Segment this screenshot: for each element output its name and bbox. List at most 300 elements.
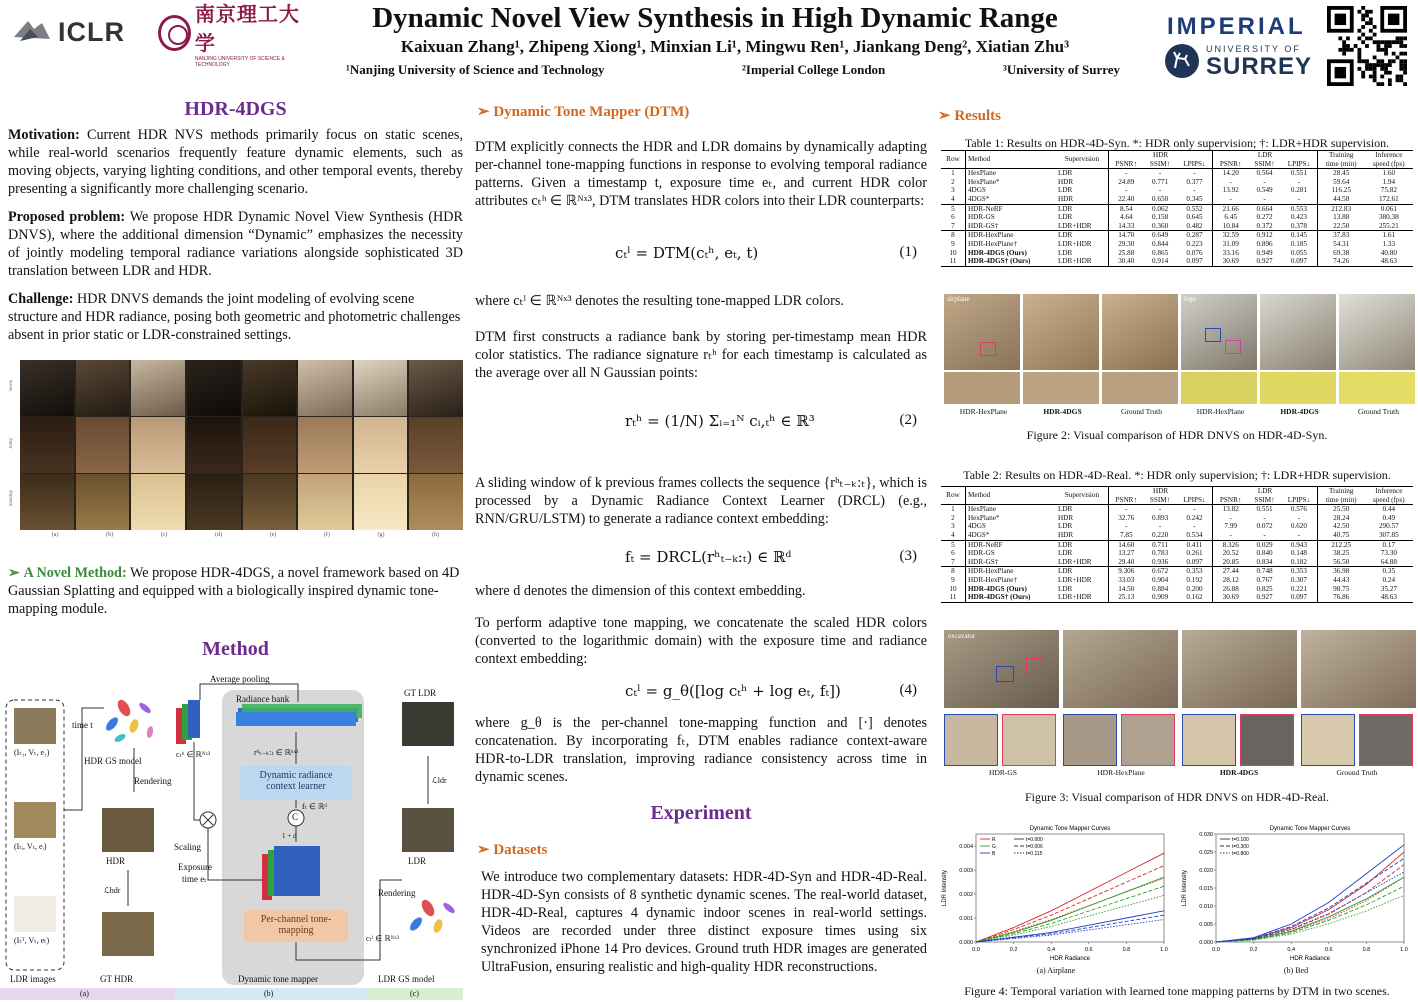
surrey-name: SURREY — [1206, 53, 1313, 80]
table-cell: 8 — [941, 231, 965, 240]
equation-4-body: cₜˡ = g_θ([log cₜʰ + log eₜ, fₜ]) — [625, 682, 841, 700]
table-cell: HDR — [1056, 195, 1108, 204]
y-tick-label: 0.010 — [1199, 904, 1213, 910]
table-cell: 0.24 — [1382, 575, 1396, 584]
table-cell: - — [1144, 169, 1177, 178]
table-cell: 0.223 — [1177, 240, 1213, 249]
table-cell: HDR-4DGS† (Ours) — [965, 257, 1056, 266]
figure2-images — [944, 294, 1415, 404]
table-cell: 0.534 — [1177, 531, 1213, 540]
table-cell: 33.16 — [1222, 248, 1239, 257]
qr-code-icon[interactable] — [1327, 6, 1407, 86]
table-cell: 0.834 — [1256, 557, 1273, 566]
table-cell: - — [1281, 178, 1317, 187]
table-cell: 0.272 — [1256, 213, 1273, 222]
table-cell: 74.26 — [1317, 257, 1364, 266]
th2-hdr-psnr: PSNR↑ — [1115, 495, 1138, 504]
table-cell: 32.59 — [1213, 231, 1248, 240]
time-t-label: time t — [72, 720, 93, 730]
teaser-figure — [8, 360, 463, 530]
table-cell: HDR-NeRF — [965, 540, 1056, 549]
teaser-row-label-jump: Jump — [9, 438, 14, 449]
poster-title: Dynamic Novel View Synthesis in High Dynamic Range — [372, 2, 1058, 34]
y-tick-label: 0.015 — [1199, 886, 1213, 892]
table-cell: 29.30 — [1118, 239, 1135, 248]
table-cell: 69.38 — [1333, 248, 1350, 257]
th-supervision: Supervision — [1056, 151, 1108, 169]
table-cell: 9 — [941, 240, 965, 249]
results-heading-text: Results — [954, 108, 1001, 124]
table-cell: HDR-GS† — [967, 557, 999, 566]
teaser-label-a: (a) — [51, 532, 59, 538]
table-cell: 0.649 — [1144, 231, 1177, 240]
table-cell: HDR-4DGS (Ours) — [967, 248, 1027, 257]
teaser-label-d: (d) — [214, 532, 222, 538]
table-cell: 0.771 — [1152, 177, 1169, 186]
y-axis-label: LDR Intensity — [1182, 869, 1188, 907]
series-line-b — [976, 911, 1164, 942]
table-cell: 25.88 — [1118, 248, 1135, 257]
th-hdr: HDR — [1108, 151, 1212, 160]
th2-inference: Inference — [1365, 487, 1413, 496]
table-cell: 0.927 — [1248, 593, 1281, 602]
hdr-gs-model-label: HDR GS model — [84, 756, 142, 766]
table-cell: 0.564 — [1248, 169, 1281, 178]
table-cell: 56.50 — [1333, 557, 1350, 566]
table-cell: 40.75 — [1333, 530, 1350, 539]
table-cell: 73.30 — [1380, 549, 1397, 558]
table-cell: 30.69 — [1213, 593, 1248, 602]
problem-label: Proposed problem: — [8, 209, 126, 225]
scaling-label: Scaling — [174, 842, 201, 852]
table-cell: 8 — [941, 567, 965, 576]
l-ldr-label: ℒldr — [432, 776, 447, 785]
motivation-label: Motivation: — [8, 127, 80, 143]
table-cell: HDR-HexPlane† — [967, 575, 1018, 584]
challenge-text: HDR DNVS demands the joint modeling of evolving scene structure and HDR radiance, posing both geometric and photometric challenges absent in prior static or LDR-constrained settings. — [8, 291, 461, 343]
table-cell: 25.13 — [1108, 593, 1143, 602]
table-cell: 44.43 — [1333, 575, 1350, 584]
y-tick-label: 0.030 — [1199, 832, 1213, 838]
table-cell: LDR+HDR — [1056, 222, 1108, 231]
th-hdr-ssim: SSIM↑ — [1149, 159, 1171, 168]
y-axis-label: LDR Intensity — [942, 869, 948, 907]
table-cell: 255.21 — [1378, 221, 1399, 230]
table-cell: 0.35 — [1365, 567, 1413, 576]
equation-1-body: cₜˡ = DTM(cₜʰ, eₜ, t) — [615, 244, 759, 262]
table-row — [941, 549, 1413, 558]
table-cell: 0.423 — [1281, 213, 1317, 222]
table-cell: LDR+HDR — [1056, 558, 1108, 567]
equation-2 — [475, 412, 927, 442]
table2-wrapper — [941, 486, 1413, 603]
table-cell: 14.50 — [1118, 584, 1135, 593]
table-row — [941, 169, 1413, 178]
f-t-label: fₜ ∈ ℝᵈ — [302, 802, 327, 811]
table-cell: 28.24 — [1333, 513, 1350, 522]
chart-title: Dynamic Tone Mapper Curves — [1269, 826, 1351, 832]
embedding-dimension-paragraph: where d denotes the dimension of this context embedding. — [475, 583, 806, 599]
table-cell: LDR — [1056, 567, 1108, 576]
y-tick-label: 0.025 — [1199, 850, 1213, 856]
iclr-text: ICLR — [58, 16, 125, 47]
problem-paragraph — [8, 208, 463, 280]
table-cell: 2 — [941, 178, 965, 187]
table-cell: - — [1125, 522, 1128, 531]
table-cell: HDR-HexPlane† — [967, 239, 1018, 248]
table-cell: - — [1177, 186, 1213, 195]
table-cell: 0.097 — [1177, 257, 1213, 266]
table-cell: 380.38 — [1378, 213, 1399, 222]
table-row — [941, 178, 1413, 187]
table-cell: 0.549 — [1256, 186, 1273, 195]
rendering-label-1: Rendering — [134, 776, 172, 786]
teaser-label-f: (f) — [323, 532, 330, 538]
figure3-images — [944, 630, 1416, 766]
table-cell: 0.904 — [1152, 575, 1169, 584]
panel-a-label: (a) — [80, 989, 89, 998]
njust-name-en: NANJING UNIVERSITY OF SCIENCE & TECHNOLOGY — [194, 56, 285, 68]
drcl-label: Dynamic radiance context learner — [259, 770, 333, 792]
table-cell: 0.783 — [1152, 549, 1169, 558]
r-window-label: rʰₜ₋ₖ:ₜ ∈ ℝᵏˣ³ — [254, 748, 299, 757]
table-cell: 4DGS* — [967, 530, 990, 539]
table-cell: 14.70 — [1108, 231, 1143, 240]
teaser-label-c: (c) — [160, 532, 168, 538]
table-cell: 1.61 — [1365, 231, 1413, 240]
surrey-university-of: UNIVERSITY OF — [1206, 44, 1301, 54]
y-tick-label: 0.000 — [1199, 940, 1213, 946]
x-tick-label: 0.6 — [1324, 947, 1333, 953]
equation-3-body: fₜ = DRCL(rʰₜ₋ₖ:ₜ) ∈ ℝᵈ — [625, 548, 792, 566]
results-heading — [938, 106, 1001, 125]
table-cell: 10.84 — [1222, 221, 1239, 230]
iclr-logo — [12, 14, 140, 50]
affiliation-3: ³University of Surrey — [1003, 62, 1121, 77]
table-cell: 0.825 — [1256, 584, 1273, 593]
table-cell: 0.551 — [1281, 169, 1317, 178]
table-cell: 26.88 — [1222, 584, 1239, 593]
challenge-label: Challenge: — [8, 291, 74, 307]
table-cell: HDR — [1056, 178, 1108, 187]
table-cell: 0.261 — [1177, 549, 1213, 558]
table-cell: HDR-GS† — [967, 221, 999, 230]
fig2-label-2: HDR-4DGS — [1043, 407, 1082, 416]
table-cell: - — [1125, 186, 1128, 195]
exposure-time-label: time eₜ — [182, 874, 207, 884]
th2-hdr-ssim: SSIM↑ — [1149, 495, 1171, 504]
table-cell: 0.097 — [1177, 558, 1213, 567]
teaser-row-standup — [20, 474, 463, 530]
table-cell: 8.54 — [1108, 204, 1143, 213]
table-cell: 14.33 — [1118, 221, 1135, 230]
tone-function-paragraph: where g_θ is the per-channel tone-mapping function and [·] denotes concatenation. By incorporating fₜ, DTM enables radiance context-aware HDR-to-LDR translation, improving radiance consistency across time in dynamic scenes. — [475, 715, 927, 785]
table-row — [941, 204, 1413, 213]
th2-training-unit: time (min) — [1325, 495, 1357, 504]
fig3-label-3: HDR-4DGS — [1219, 768, 1259, 777]
novel-method-text: We propose HDR-4DGS, a novel framework based on 4D Gaussian Splatting and equipped with a biologically inspired dynamic tone-mapping module. — [8, 565, 460, 617]
table-cell: 0.943 — [1281, 540, 1317, 549]
table-cell: LDR+HDR — [1056, 257, 1108, 266]
panel-c-label: (c) — [410, 989, 419, 998]
table-cell: 0.896 — [1256, 239, 1273, 248]
surrey-logo — [1165, 44, 1315, 80]
iclr-mark-icon — [12, 17, 52, 47]
table-cell: - — [1229, 194, 1232, 203]
table-cell: 30.69 — [1213, 257, 1248, 266]
th2-ldr-psnr: PSNR↑ — [1219, 495, 1242, 504]
equation-2-number: (2) — [899, 412, 917, 428]
table-cell: LDR — [1056, 169, 1108, 178]
imperial-logo: IMPERIAL — [1167, 13, 1306, 40]
dtm-heading-text: Dynamic Tone Mapper (DTM) — [493, 104, 690, 120]
fig3-label-1: HDR-GS — [989, 768, 1017, 777]
table-cell: - — [1281, 514, 1317, 523]
table-cell: 13.92 — [1222, 186, 1239, 195]
table-cell: 0.620 — [1281, 522, 1317, 531]
table-cell: 0.097 — [1281, 593, 1317, 602]
table-cell: 0.411 — [1177, 540, 1213, 549]
table-cell: 64.88 — [1380, 557, 1397, 566]
table-cell: HDR-GS — [967, 213, 995, 222]
table-cell: LDR — [1056, 505, 1108, 514]
legend-label: t=0.800 — [1232, 851, 1249, 857]
table-cell: 22.40 — [1118, 194, 1135, 203]
table-cell: 30.40 — [1108, 257, 1143, 266]
tone-curve-chart-bed — [1178, 820, 1414, 978]
ldr-label: LDR — [408, 856, 426, 866]
x-tick-label: 0.4 — [1287, 947, 1296, 953]
table-cell: HDR-4DGS (Ours) — [967, 584, 1027, 593]
table-cell: 0.192 — [1177, 576, 1213, 585]
teaser-row-jump — [20, 417, 463, 473]
one-plus-d-label: 1 + d — [282, 832, 297, 840]
table-row — [941, 558, 1413, 567]
table-cell: 7.85 — [1119, 530, 1133, 539]
th2-hdr-lpips: LPIPS↓ — [1177, 496, 1213, 505]
table-cell: - — [1108, 505, 1143, 514]
table-cell: HexPlane* — [967, 513, 1000, 522]
method-diagram — [0, 580, 463, 1000]
th2-method: Method — [965, 487, 1056, 505]
x-axis-label: HDR Radiance — [1289, 956, 1331, 962]
dtm-output-paragraph: where cₜˡ ∈ ℝᴺˣ³ denotes the resulting tone-mapped LDR colors. — [475, 293, 844, 309]
table-cell: 13.27 — [1118, 549, 1135, 558]
table-row — [941, 514, 1413, 523]
table-cell: 21.66 — [1213, 204, 1248, 213]
th2-supervision: Supervision — [1056, 487, 1108, 505]
tone-mapping-label: Per-channel tone-mapping — [260, 914, 332, 936]
table-cell: 0.360 — [1152, 221, 1169, 230]
table-cell: 0.748 — [1248, 567, 1281, 576]
experiment-heading: Experiment — [650, 802, 752, 824]
table-cell: 76.86 — [1317, 593, 1364, 602]
th-ldr-lpips: LPIPS↓ — [1281, 160, 1317, 169]
table-cell: 22.50 — [1333, 221, 1350, 230]
results-table-syn — [941, 150, 1413, 267]
table-cell: 5 — [941, 204, 965, 213]
sliding-window-paragraph: A sliding window of k previous frames collects the sequence {rʰₜ₋ₖ:ₜ}, which is processed by a Dynamic Radiance Context Learner (DRCL) (e.g., RNN/GRU/LSTM) to generate a radiance context embedding: — [475, 475, 927, 527]
legend-label: t=0.100 — [1232, 837, 1249, 843]
table-cell: 11 — [941, 593, 965, 602]
th-method: Method — [965, 151, 1056, 169]
table-row — [941, 240, 1413, 249]
series-line-r — [1216, 877, 1404, 942]
th-inference: Inference — [1365, 151, 1413, 160]
figure3-caption: Figure 3: Visual comparison of HDR DNVS on HDR-4D-Real. — [1024, 790, 1330, 804]
th-row: Row — [941, 151, 965, 169]
th-ldr-ssim: SSIM↑ — [1254, 159, 1275, 168]
table-cell: 0.029 — [1248, 540, 1281, 549]
table-cell: 0.353 — [1281, 567, 1317, 576]
series-line-b — [1216, 858, 1404, 942]
dtm-intro-paragraph: DTM explicitly connects the HDR and LDR domains by dynamically adapting per-channel tone-mapping functions in response to evolving temporal radiance patterns. Given a timestamp t, exposure time eₜ, and current HDR color attributes cₜʰ ∈ ℝᴺˣ³, DTM translates HDR colors into their LDR counterparts: — [475, 139, 927, 209]
table-cell: 0.645 — [1177, 213, 1213, 222]
hdr4dgs-heading: HDR-4DGS — [184, 98, 287, 120]
table-cell: 54.31 — [1333, 239, 1350, 248]
table-cell: 0.49 — [1382, 513, 1396, 522]
table-row — [941, 505, 1413, 514]
y-tick-label: 0.001 — [959, 916, 973, 922]
rendering-label-2: Rendering — [378, 888, 416, 898]
table-cell: 0.062 — [1144, 204, 1177, 213]
teaser-column-labels — [8, 532, 463, 538]
x-tick-label: 0.8 — [1362, 947, 1371, 953]
table-cell: 28.45 — [1317, 169, 1364, 178]
equation-2-body: rₜʰ = (1/N) Σᵢ₌₁ᴺ cᵢ,ₜʰ ∈ ℝ³ — [625, 412, 815, 430]
table-cell: 0.307 — [1281, 576, 1317, 585]
table-cell: 1.60 — [1365, 169, 1413, 178]
surrey-stag-icon — [1165, 44, 1199, 78]
table-cell: 0.148 — [1281, 549, 1317, 558]
table-cell: 75.82 — [1380, 186, 1397, 195]
table-cell: 4 — [941, 195, 965, 204]
table-cell: 27.44 — [1213, 567, 1248, 576]
table-cell: 0.353 — [1177, 567, 1213, 576]
series-line-g — [1216, 877, 1404, 942]
table-cell: - — [1158, 186, 1162, 195]
table-cell: 6 — [941, 549, 965, 558]
avg-pooling-label: Average pooling — [210, 674, 270, 684]
table-cell: 20.85 — [1222, 557, 1239, 566]
table-cell: HexPlane* — [967, 177, 1000, 186]
table-cell: 44.58 — [1333, 194, 1350, 203]
figure3-labels — [944, 768, 1416, 777]
table-cell: 0.949 — [1256, 248, 1273, 257]
legend-label: t=0.115 — [1026, 851, 1043, 857]
table-cell: LDR — [1056, 549, 1108, 558]
table-cell: 33.03 — [1118, 575, 1135, 584]
fig2-label-3: Ground Truth — [1120, 407, 1163, 416]
figure2-caption: Figure 2: Visual comparison of HDR DNVS on HDR-4D-Syn. — [1026, 428, 1328, 442]
series-line-r — [1216, 852, 1404, 942]
arrow-icon: ➢ — [477, 104, 490, 120]
figure2-labels — [944, 407, 1418, 416]
table-cell: 1 — [941, 505, 965, 514]
table-cell: 35.27 — [1380, 584, 1397, 593]
table-cell: 0.840 — [1256, 549, 1273, 558]
equation-1 — [475, 244, 927, 274]
table-cell: 0.072 — [1256, 522, 1273, 531]
ldr-gs-blobs — [408, 898, 456, 934]
table-cell: 98.75 — [1333, 584, 1350, 593]
th2-training: Training — [1317, 487, 1364, 496]
table-row — [941, 567, 1413, 576]
table-cell: 0.914 — [1144, 257, 1177, 266]
hdr-gs-blobs — [104, 698, 154, 744]
table-row — [941, 576, 1413, 585]
teaser-row-label-standup: Standup — [9, 490, 14, 507]
table-cell: 0.576 — [1281, 505, 1317, 514]
table-cell: 1 — [941, 169, 965, 178]
legend-label: t=0.006 — [1026, 844, 1043, 850]
table-cell: 307.85 — [1378, 530, 1399, 539]
table-cell: - — [1263, 194, 1266, 203]
table-cell: LDR — [1056, 231, 1108, 240]
table-cell: 7 — [941, 222, 965, 231]
x-tick-label: 0.4 — [1047, 947, 1056, 953]
table-row — [941, 531, 1413, 540]
table-cell: 172.61 — [1378, 194, 1399, 203]
th2-ldr-lpips: LPIPS↓ — [1281, 496, 1317, 505]
table-cell: 5 — [941, 540, 965, 549]
y-tick-label: 0.002 — [959, 892, 973, 898]
y-tick-label: 0.003 — [959, 868, 973, 874]
fig2-label-1: HDR-HexPlane — [959, 407, 1008, 416]
table-cell: 0.865 — [1152, 248, 1169, 257]
ldr-gs-model-label: LDR GS model — [378, 974, 435, 984]
table-cell: 3 — [941, 186, 965, 195]
affiliation-1: ¹Nanjing University of Science and Technology — [346, 62, 605, 77]
fig3-label-4: Ground Truth — [1336, 768, 1378, 777]
equation-1-number: (1) — [899, 244, 917, 260]
table-cell: 0.551 — [1248, 505, 1281, 514]
legend-label: t=0.300 — [1232, 844, 1249, 850]
th-training-unit: time (min) — [1325, 159, 1357, 168]
x-tick-label: 0.2 — [1249, 947, 1258, 953]
th2-inference-unit: speed (fps) — [1372, 495, 1405, 504]
table-row — [941, 195, 1413, 204]
th-ldr-psnr: PSNR↑ — [1219, 159, 1242, 168]
table-cell: 11 — [941, 257, 965, 266]
table-row — [941, 522, 1413, 531]
l-hdr-label: ℒhdr — [104, 886, 121, 895]
table-cell: 0.378 — [1281, 222, 1317, 231]
table-cell: - — [1229, 177, 1232, 186]
datasets-paragraph: We introduce two complementary datasets: HDR-4D-Syn and HDR-4D-Real. HDR-4D-Syn consists of 8 synthetic dynamic scenes. The real-world dataset, HDR-4D-Real, captures 4 dynamic indoor scenes in real-world settings. Videos are recorded under three distinct exposure times using six synchronized iPhone 14 Pro devices. Ground truth HDR images are generated UltraFusion, ensuring realistic and high-quality HDR reconstructions. — [481, 869, 927, 975]
x-tick-label: 0.0 — [972, 947, 980, 953]
table-cell: 0.936 — [1152, 557, 1169, 566]
table-cell: 0.767 — [1256, 575, 1273, 584]
table-cell: LDR — [1056, 186, 1108, 195]
teaser-label-h: (h) — [432, 532, 440, 538]
table-cell: 48.63 — [1365, 257, 1413, 266]
table-cell: HDR-HexPlane — [965, 567, 1056, 576]
table-cell: 9 — [941, 576, 965, 585]
table-cell: 0.893 — [1152, 513, 1169, 522]
table-cell: - — [1281, 195, 1317, 204]
table1-body — [941, 169, 1413, 267]
c-h-label: cₜʰ ∈ ℝᴺˣ³ — [176, 750, 211, 759]
novel-method-label: A Novel Method: — [23, 565, 127, 581]
th-hdr-lpips: LPIPS↓ — [1177, 160, 1213, 169]
table-cell: 0.377 — [1177, 178, 1213, 187]
table-cell: 0.281 — [1281, 186, 1317, 195]
fig3-scene-excavator: excavator — [948, 632, 976, 640]
table-cell: LDR — [1056, 585, 1108, 594]
table-cell: HexPlane — [965, 169, 1056, 178]
dynamic-tone-mapper-label: Dynamic tone mapper — [238, 974, 318, 984]
